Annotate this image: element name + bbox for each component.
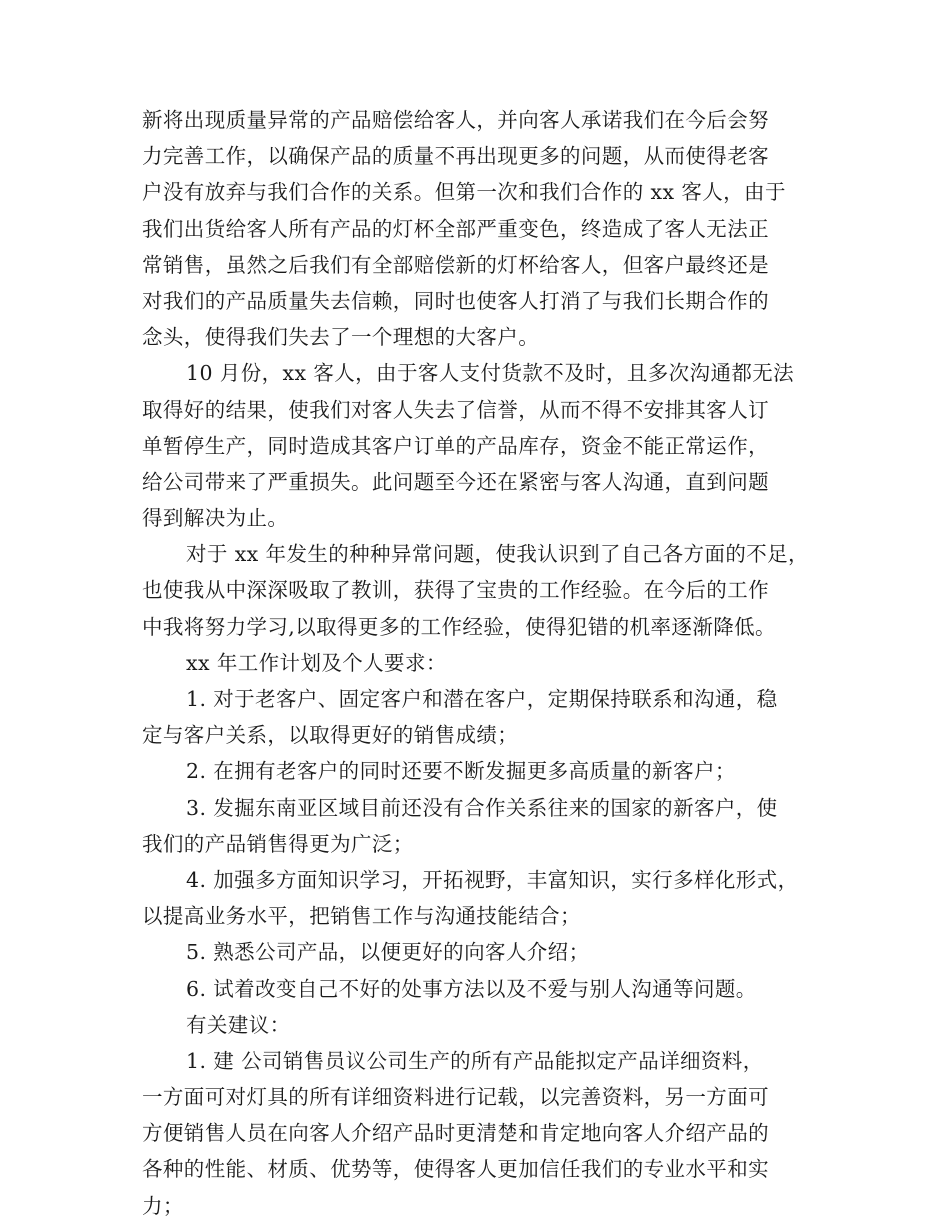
- text-line: 户没有放弃与我们合作的关系。但第一次和我们合作的 xx 客人，由于: [142, 180, 786, 205]
- text-line: 5. 熟悉公司产品，以便更好的向客人介绍；: [186, 940, 590, 965]
- text-line: 对于 xx 年发生的种种异常问题，使我认识到了自己各方面的不足，: [186, 542, 809, 567]
- text-line: 我们出货给客人所有产品的灯杯全部严重变色，终造成了客人无法正: [142, 216, 769, 241]
- text-line: 4. 加强多方面知识学习，开拓视野，丰富知识，实行多样化形式，: [186, 867, 799, 892]
- text-line: 各种的性能、材质、优势等，使得客人更加信任我们的专业水平和实: [142, 1157, 769, 1182]
- text-line: 我们的产品销售得更为广泛；: [142, 831, 414, 856]
- text-line: 10 月份，xx 客人，由于客人支付货款不及时，且多次沟通都无法: [186, 361, 795, 386]
- text-line: 给公司带来了严重损失。此问题至今还在紧密与客人沟通，直到问题: [142, 469, 769, 494]
- text-line: 中我将努力学习,以取得更多的工作经验，使得犯错的机率逐渐降低。: [142, 614, 776, 639]
- text-line: 新将出现质量异常的产品赔偿给客人，并向客人承诺我们在今后会努: [142, 108, 769, 132]
- text-line: 力完善工作，以确保产品的质量不再出现更多的问题，从而使得老客: [142, 144, 769, 169]
- text-line: xx 年工作计划及个人要求：: [186, 650, 447, 675]
- text-line: 得到解决为止。: [142, 506, 289, 531]
- text-line: 1. 对于老客户、固定客户和潜在客户，定期保持联系和沟通，稳: [186, 687, 778, 711]
- text-line: 6. 试着改变自己不好的处事方法以及不爱与别人沟通等问题。: [186, 976, 757, 1001]
- text-line: 也使我从中深深吸取了教训，获得了宝贵的工作经验。在今后的工作: [142, 578, 769, 603]
- text-line: 方便销售人员在向客人介绍产品时更清楚和肯定地向客人介绍产品的: [142, 1121, 769, 1146]
- text-line: 一方面可对灯具的所有详细资料进行记载，以完善资料，另一方面可: [142, 1085, 769, 1110]
- text-line: 2. 在拥有老客户的同时还要不断发掘更多高质量的新客户；: [186, 759, 736, 784]
- text-line: 定与客户关系，以取得更好的销售成绩；: [142, 723, 519, 748]
- text-line: 以提高业务水平，把销售工作与沟通技能结合；: [142, 904, 581, 929]
- text-line: 单暂停生产，同时造成其客户订单的产品库存，资金不能正常运作，: [142, 433, 769, 458]
- text-line: 有关建议：: [186, 1012, 291, 1037]
- text-line: 常销售，虽然之后我们有全部赔偿新的灯杯给客人，但客户最终还是: [142, 252, 769, 277]
- text-line: 对我们的产品质量失去信赖，同时也使客人打消了与我们长期合作的: [142, 288, 769, 313]
- document-body: [142, 102, 832, 1224]
- text-line: 取得好的结果，使我们对客人失去了信誉，从而不得不安排其客人订: [142, 397, 769, 422]
- text-line: 3. 发掘东南亚区域目前还没有合作关系往来的国家的新客户，使: [186, 795, 778, 820]
- text-line: 力；: [142, 1193, 184, 1218]
- text-line: 念头，使得我们失去了一个理想的大客户。: [142, 325, 540, 350]
- text-line: 1. 建 公司销售员议公司生产的所有产品能拟定产品详细资料，: [186, 1048, 764, 1073]
